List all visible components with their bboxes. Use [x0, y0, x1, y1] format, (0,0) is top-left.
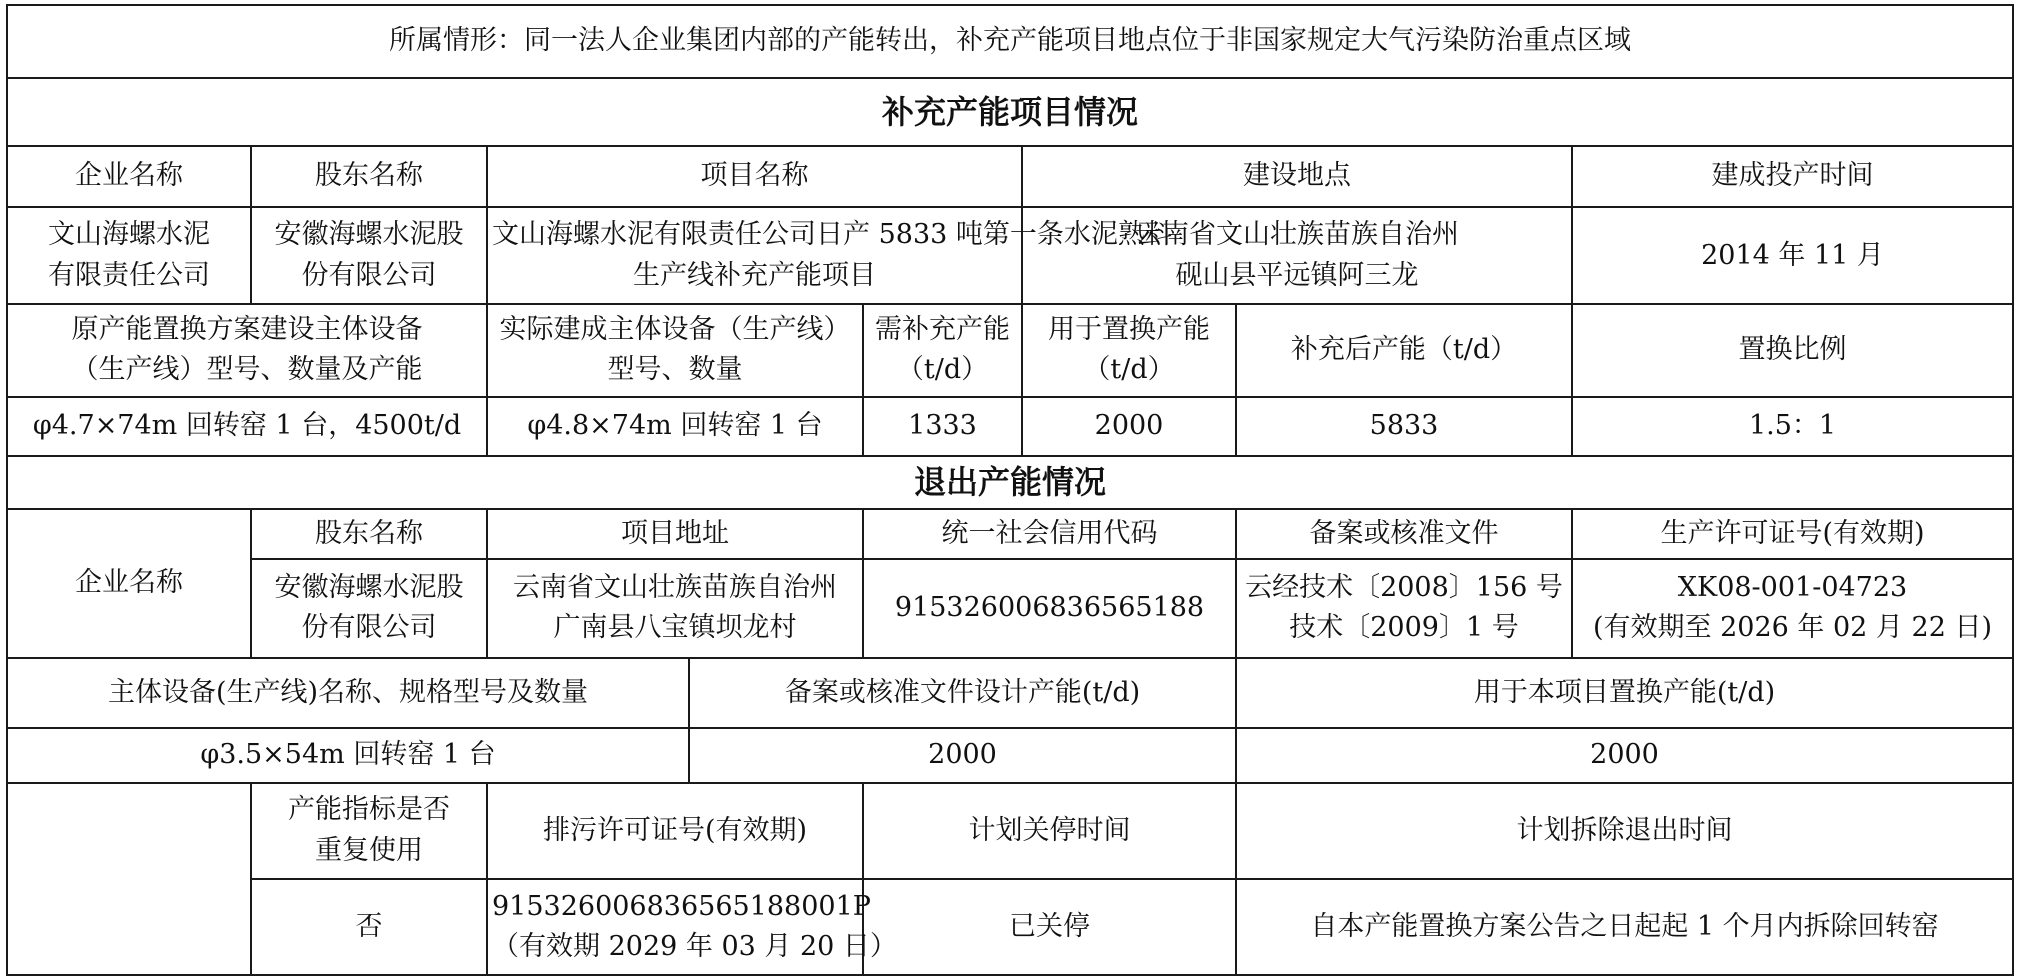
project-name-line-1: 文山海螺水泥有限责任公司日产 5833 吨第一条水泥熟料: [492, 219, 1172, 251]
location-line-2: 砚山县平远镇阿三龙: [1175, 259, 1419, 291]
exit-address-line-2: 广南县八宝镇坝龙村: [553, 612, 797, 644]
exit-license-cell: [1572, 559, 2013, 658]
exit-header-design-capacity: 备案或核准文件设计产能(t/d): [689, 658, 1236, 729]
exit-data-row: [7, 559, 2013, 658]
exit-shareholder-line-2: 份有限公司: [301, 612, 437, 644]
exit-address-line-1: 云南省文山壮族苗族自治州: [513, 571, 837, 603]
supplement-capacity-line-1: 需补充产能: [875, 313, 1010, 345]
exit-shareholder-line-1: 安徽海螺水泥股: [274, 571, 464, 603]
header-company: 企业名称: [7, 146, 251, 207]
completion-time-cell: 2014 年 11 月: [1572, 207, 2013, 304]
exit-header-row-3: [7, 783, 2013, 880]
exit-header-filing: 备案或核准文件: [1236, 509, 1572, 559]
project-name-line-2: 生产线补充产能项目: [633, 259, 876, 291]
reuse-header-line-2: 重复使用: [315, 834, 423, 866]
exit-address-cell: [487, 559, 863, 658]
header-after-capacity: 补充后产能（t/d）: [1236, 304, 1572, 397]
header-supplement-capacity: [863, 304, 1022, 397]
exit-shareholder-cell: [251, 559, 487, 658]
exit-credit-code-cell: 915326006836565188: [863, 559, 1236, 658]
exit-header-discharge-permit: 排污许可证号(有效期): [487, 783, 863, 880]
original-equipment-line-1: 原产能置换方案建设主体设备: [71, 313, 423, 345]
supplement-header-row: [7, 146, 2013, 207]
header-replacement-capacity: [1022, 304, 1236, 397]
exit-blank-cell: [7, 783, 251, 975]
supplement-section-title: 补充产能项目情况: [7, 78, 2013, 146]
exit-replacement-capacity-cell: 2000: [1236, 728, 2013, 782]
supplement-data-row: [7, 207, 2013, 304]
exit-design-capacity-cell: 2000: [689, 728, 1236, 782]
situation-text: 所属情形：同一法人企业集团内部的产能转出，补充产能项目地点位于非国家规定大气污染防治重点区域: [7, 5, 2013, 78]
exit-header-reuse: [251, 783, 487, 880]
supplement-data-row-2: [7, 397, 2013, 456]
supplement-header-row-2: [7, 304, 2013, 397]
after-capacity-cell: 5833: [1236, 397, 1572, 456]
header-location: 建设地点: [1022, 146, 1572, 207]
actual-equipment-line-1: 实际建成主体设备（生产线）: [499, 313, 851, 345]
company-name-line-1: 文山海螺水泥: [48, 219, 210, 251]
discharge-permit-line-2: （有效期 2029 年 03 月 20 日）: [492, 931, 897, 963]
exit-section-title: 退出产能情况: [7, 456, 2013, 508]
exit-filing-cell: [1236, 559, 1572, 658]
original-equipment-cell: φ4.7×74m 回转窑 1 台，4500t/d: [7, 397, 487, 456]
exit-license-line-2: (有效期至 2026 年 02 月 22 日): [1593, 612, 1992, 644]
exit-title-row: [7, 456, 2013, 508]
shareholder-line-1: 安徽海螺水泥股: [274, 219, 464, 251]
exit-demolition-time-cell: 自本产能置换方案公告之日起起 1 个月内拆除回转窑: [1236, 879, 2013, 975]
exit-reuse-cell: 否: [251, 879, 487, 975]
actual-equipment-cell: φ4.8×74m 回转窑 1 台: [487, 397, 863, 456]
exit-header-row-2: [7, 658, 2013, 729]
actual-equipment-line-2: 型号、数量: [607, 354, 743, 386]
exit-filing-line-1: 云经技术〔2008〕156 号: [1245, 571, 1563, 603]
exit-header-replacement-capacity: 用于本项目置换产能(t/d): [1236, 658, 2013, 729]
ratio-cell: 1.5：1: [1572, 397, 2013, 456]
exit-filing-line-2: 技术〔2009〕1 号: [1289, 612, 1519, 644]
exit-shutdown-time-cell: 已关停: [863, 879, 1236, 975]
reuse-header-line-1: 产能指标是否: [288, 794, 450, 826]
exit-equipment-cell: φ3.5×54m 回转窑 1 台: [7, 728, 689, 782]
discharge-permit-line-1: 915326006836565188001P: [492, 890, 871, 922]
header-ratio: 置换比例: [1572, 304, 2013, 397]
exit-header-address: 项目地址: [487, 509, 863, 559]
supplement-capacity-line-2: （t/d）: [896, 354, 989, 386]
header-original-equipment: [7, 304, 487, 397]
original-equipment-line-2: （生产线）型号、数量及产能: [71, 354, 423, 386]
shareholder-line-2: 份有限公司: [301, 259, 437, 291]
company-name-line-2: 有限责任公司: [48, 259, 210, 291]
replacement-capacity-line-1: 用于置换产能: [1048, 313, 1210, 345]
exit-company-label: 企业名称: [7, 509, 251, 658]
header-completion: 建成投产时间: [1572, 146, 2013, 207]
exit-header-row: [7, 509, 2013, 559]
header-shareholder: 股东名称: [251, 146, 487, 207]
exit-header-demolition-time: 计划拆除退出时间: [1236, 783, 2013, 880]
exit-discharge-permit-cell: [487, 879, 897, 975]
capacity-replacement-table: [6, 4, 2014, 976]
shareholder-name-cell: [251, 207, 487, 304]
exit-data-row-3: [7, 879, 2013, 975]
situation-row: [7, 5, 2013, 78]
exit-header-equipment: 主体设备(生产线)名称、规格型号及数量: [7, 658, 689, 729]
header-project: 项目名称: [487, 146, 1022, 207]
exit-header-shutdown-time: 计划关停时间: [863, 783, 1236, 880]
exit-header-credit-code: 统一社会信用代码: [863, 509, 1236, 559]
company-name-cell: [7, 207, 251, 304]
replacement-capacity-cell: 2000: [1022, 397, 1236, 456]
supplement-title-row: [7, 78, 2013, 146]
supplement-capacity-cell: 1333: [863, 397, 1022, 456]
exit-header-license: 生产许可证号(有效期): [1572, 509, 2013, 559]
header-actual-equipment: [487, 304, 863, 397]
replacement-capacity-line-2: （t/d）: [1083, 354, 1175, 386]
project-name-cell: [487, 207, 1172, 304]
exit-data-row-2: [7, 728, 2013, 782]
location-line-1: 云南省文山壮族苗族自治州: [1135, 219, 1459, 251]
exit-header-shareholder: 股东名称: [251, 509, 487, 559]
exit-license-line-1: XK08-001-04723: [1677, 571, 1908, 603]
